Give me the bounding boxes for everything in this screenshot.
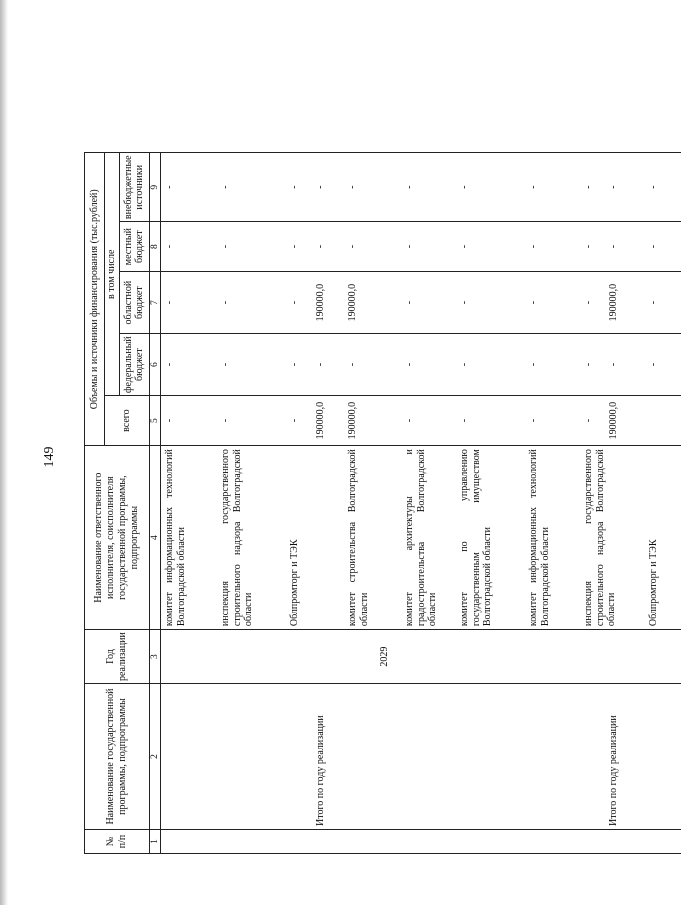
value-extra: -: [288, 185, 300, 189]
value-federal: -: [403, 362, 415, 367]
value-extra: -: [346, 185, 358, 189]
header-year: Год реализации: [85, 630, 150, 684]
cell-col-local: [160, 222, 681, 272]
value-local: -: [314, 244, 326, 249]
cell-col-extra: [160, 153, 681, 222]
executor-name: комитет архитектуры и градостроительства Волгоградской области: [403, 449, 439, 627]
value-total: -: [527, 418, 539, 423]
cell-col-year: [160, 630, 681, 684]
header-regional: областной бюджет: [119, 272, 149, 334]
value-extra: -: [163, 185, 175, 189]
value-local: -: [403, 244, 415, 249]
executor-name: комитет строительства Волгоградской области: [346, 449, 370, 627]
value-regional: 190000,0: [314, 283, 326, 322]
value-local: -: [527, 244, 539, 249]
executor-name: комитет информационных технологий Волгоградской области: [527, 449, 551, 627]
header-num: № п/п: [85, 830, 150, 854]
value-federal: -: [219, 362, 231, 367]
header-extra: внебюджетные источники: [119, 153, 149, 222]
cell-col-executor: [160, 446, 681, 630]
value-regional: 190000,0: [607, 283, 619, 322]
value-total: -: [288, 418, 300, 423]
value-total: -: [582, 418, 594, 423]
executor-name: комитет информационных технологий Волгоградской области: [163, 449, 187, 627]
executor-name: Облпромторг и ТЭК: [288, 539, 300, 627]
value-total: 190000,0: [607, 401, 619, 440]
value-federal: -: [314, 362, 326, 367]
header-funding: Объемы и источники финансирования (тыс.рублей): [85, 153, 105, 446]
value-regional: -: [163, 300, 175, 305]
value-local: -: [458, 244, 470, 249]
cell-col-regional: [160, 272, 681, 334]
value-total: 190000,0: [346, 401, 358, 440]
value-local: -: [163, 244, 175, 249]
value-local: -: [582, 244, 594, 249]
page-number: 149: [42, 446, 57, 468]
executor-name: комитет по управлению государственным имуществом Волгоградской области: [458, 449, 494, 627]
value-local: -: [219, 244, 231, 249]
executor-name: инспекция государственного строительного надзора Волгоградской области: [219, 449, 255, 627]
value-local: -: [607, 244, 619, 249]
value-extra: -: [403, 185, 415, 189]
column-number: 2: [149, 684, 160, 830]
header-program-name: Наименование государственной программы, подпрограммы: [85, 684, 150, 830]
value-total: -: [163, 418, 175, 423]
executor-name: Облпромторг и ТЭК: [647, 539, 659, 627]
header-including: в том числе: [105, 153, 120, 396]
value-federal: -: [346, 362, 358, 367]
column-number: 7: [149, 272, 160, 334]
header-total: всего: [105, 396, 150, 446]
column-number: 8: [149, 222, 160, 272]
header-local: местный бюджет: [119, 222, 149, 272]
value-regional: -: [527, 300, 539, 305]
value-federal: -: [647, 362, 659, 367]
value-extra: -: [527, 185, 539, 189]
cell-col-federal: [160, 334, 681, 396]
subtotal-label: Итого по году реализации: [607, 715, 619, 826]
value-regional: -: [647, 300, 659, 305]
value-extra: -: [607, 185, 619, 189]
year-value: 2029: [378, 646, 390, 667]
value-local: -: [647, 244, 659, 249]
column-number: 1: [149, 830, 160, 854]
value-total: 190000,0: [314, 401, 326, 440]
value-extra: -: [647, 185, 659, 189]
column-number: 5: [149, 396, 160, 446]
executor-name: инспекция государственного строительного надзора Волгоградской области: [582, 449, 618, 627]
header-federal: федеральный бюджет: [119, 334, 149, 396]
value-extra: -: [314, 185, 326, 189]
column-number: 6: [149, 334, 160, 396]
value-regional: -: [288, 300, 300, 305]
cell-col-name: [160, 684, 681, 830]
value-regional: -: [458, 300, 470, 305]
value-regional: -: [582, 300, 594, 305]
value-federal: -: [163, 362, 175, 367]
value-federal: -: [582, 362, 594, 367]
value-total: -: [219, 418, 231, 423]
financing-table: [84, 152, 681, 854]
value-regional: 190000,0: [346, 283, 358, 322]
value-extra: -: [458, 185, 470, 189]
value-regional: -: [219, 300, 231, 305]
value-total: -: [403, 418, 415, 423]
value-local: -: [288, 244, 300, 249]
value-federal: -: [607, 362, 619, 367]
subtotal-label: Итого по году реализации: [314, 715, 326, 826]
cell-col-num: [160, 830, 681, 854]
value-federal: -: [458, 362, 470, 367]
value-extra: -: [219, 185, 231, 189]
value-extra: -: [582, 185, 594, 189]
cell-col-total: [160, 396, 681, 446]
value-total: -: [458, 418, 470, 423]
column-number: 4: [149, 446, 160, 630]
value-regional: -: [403, 300, 415, 305]
column-number: 3: [149, 630, 160, 684]
header-executor: Наименование ответственного исполнителя, соисполнителя государственной программы, подпрограммы: [85, 446, 150, 630]
value-federal: -: [288, 362, 300, 367]
value-local: -: [346, 244, 358, 249]
column-number: 9: [149, 153, 160, 222]
value-federal: -: [527, 362, 539, 367]
table-body-row: [160, 153, 681, 854]
